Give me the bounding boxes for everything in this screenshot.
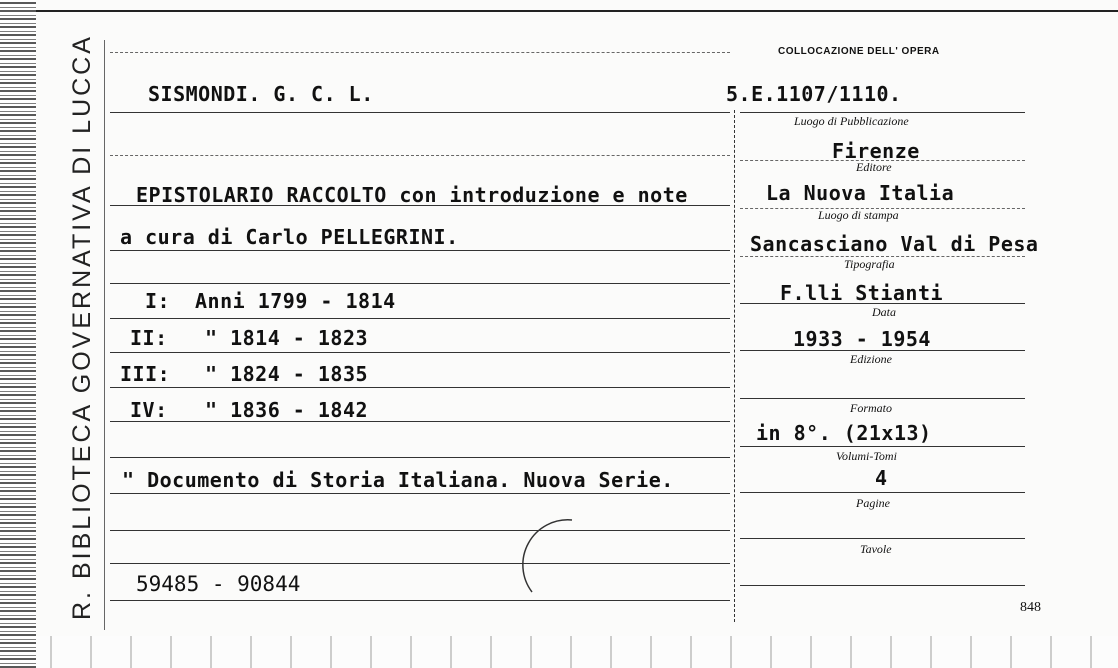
field-label: Luogo di Pubblicazione xyxy=(794,114,909,128)
field-value: F.lli Stianti xyxy=(780,281,944,305)
field-value: Firenze xyxy=(832,139,920,163)
card-bottom-edge xyxy=(36,636,1118,668)
inventory-number: 59485 - 90844 xyxy=(136,572,301,596)
field-value: in 8°. (21x13) xyxy=(756,421,932,445)
field-label: Luogo di stampa xyxy=(818,208,899,222)
rule xyxy=(110,530,730,531)
rule xyxy=(110,493,730,494)
rule xyxy=(110,155,730,156)
title-line-2: a cura di Carlo PELLEGRINI. xyxy=(120,225,459,249)
field-value: 4 xyxy=(875,466,888,490)
card-left-edge xyxy=(0,0,36,668)
field-label: Tavole xyxy=(860,542,892,556)
placement-header: COLLOCAZIONE DELL' OPERA xyxy=(778,46,940,57)
volume-years: Anni 1799 - 1814 xyxy=(195,289,396,313)
field-value: 1933 - 1954 xyxy=(793,327,931,351)
rule xyxy=(740,112,1025,113)
volume-years: " 1836 - 1842 xyxy=(205,398,369,422)
volume-years: " 1814 - 1823 xyxy=(205,326,369,350)
field-label: Pagine xyxy=(856,496,890,510)
rule xyxy=(110,563,730,564)
author: SISMONDI. G. C. L. xyxy=(148,82,374,106)
rule xyxy=(740,446,1025,447)
rule xyxy=(740,585,1025,586)
corner-note: 848 xyxy=(1020,600,1041,615)
rule xyxy=(740,538,1025,539)
volume-label: I: xyxy=(145,289,171,313)
rule xyxy=(110,457,730,458)
rule xyxy=(110,352,730,353)
rule xyxy=(110,250,730,251)
rule xyxy=(740,492,1025,493)
left-margin-line xyxy=(104,40,105,630)
volume-label: II: xyxy=(130,326,168,350)
library-side-label: R. BIBLIOTECA GOVERNATIVA DI LUCCA xyxy=(68,34,96,620)
volume-label: IV: xyxy=(130,398,168,422)
field-label: Volumi-Tomi xyxy=(836,449,897,463)
title-line-1: EPISTOLARIO RACCOLTO con introduzione e note xyxy=(136,183,688,207)
rule xyxy=(110,52,730,53)
field-value: Sancasciano Val di Pesa xyxy=(750,232,1039,256)
field-label: Editore xyxy=(856,160,892,174)
rule xyxy=(110,600,730,601)
rule xyxy=(110,318,730,319)
rule xyxy=(110,421,730,422)
volume-label: III: xyxy=(120,362,171,386)
rule xyxy=(110,112,730,113)
field-label: Tipografia xyxy=(844,257,895,271)
series-line: " Documento di Storia Italiana. Nuova Serie. xyxy=(122,468,674,492)
rule xyxy=(740,398,1025,399)
field-label: Data xyxy=(872,305,896,319)
shelfmark: 5.E.1107/1110. xyxy=(726,82,902,106)
field-value: La Nuova Italia xyxy=(766,181,955,205)
column-divider xyxy=(734,110,735,622)
rule xyxy=(110,387,730,388)
volume-years: " 1824 - 1835 xyxy=(205,362,369,386)
punch-hole xyxy=(512,512,602,602)
card-top-edge xyxy=(36,0,1118,12)
rule xyxy=(110,283,730,284)
field-label: Formato xyxy=(850,401,892,415)
field-label: Edizione xyxy=(850,352,892,366)
